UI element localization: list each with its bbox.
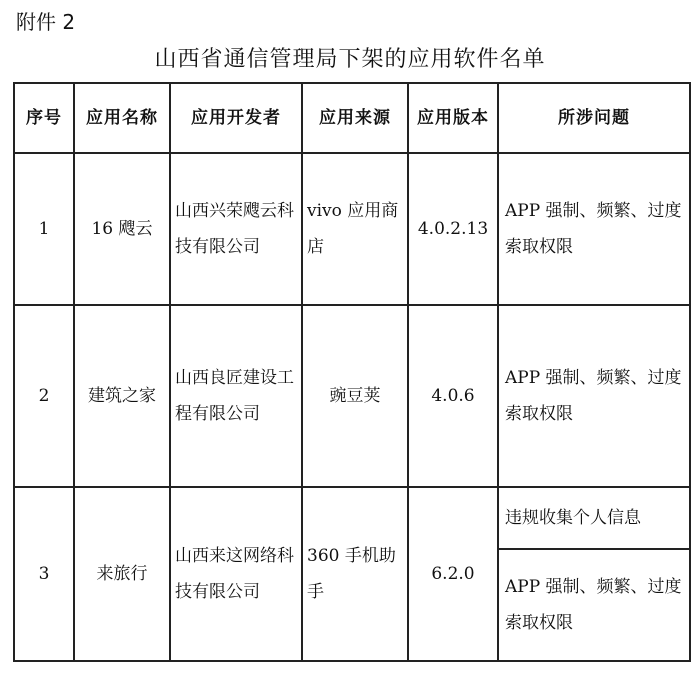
- column-header-developer: 应用开发者: [170, 83, 302, 153]
- cell-issue: 违规收集个人信息: [498, 487, 690, 549]
- cell-source: vivo 应用商店: [302, 153, 408, 305]
- cell-developer: 山西来这网络科技有限公司: [170, 487, 302, 661]
- column-header-issues: 所涉问题: [498, 83, 690, 153]
- column-header-source: 应用来源: [302, 83, 408, 153]
- table-row: [14, 305, 690, 487]
- cell-source: 360 手机助手: [302, 487, 408, 661]
- cell-version: 4.0.6: [408, 305, 498, 487]
- page-title: 山西省通信管理局下架的应用软件名单: [154, 47, 546, 72]
- cell-issue: APP 强制、频繁、过度索取权限: [498, 305, 690, 487]
- cell-version: 6.2.0: [408, 487, 498, 661]
- table-row: [14, 153, 690, 305]
- cell-version: 4.0.2.13: [408, 153, 498, 305]
- attachment-label: 附件 2: [16, 10, 76, 34]
- cell-no: 2: [14, 305, 74, 487]
- cell-issue: APP 强制、频繁、过度索取权限: [498, 153, 690, 305]
- cell-app-name: 建筑之家: [74, 305, 170, 487]
- cell-no: 1: [14, 153, 74, 305]
- table-row: [14, 487, 690, 549]
- table-header-row: [14, 83, 690, 153]
- cell-issue: APP 强制、频繁、过度索取权限: [498, 549, 690, 661]
- cell-source: 豌豆荚: [302, 305, 408, 487]
- cell-app-name: 16 飕云: [74, 153, 170, 305]
- app-list-table: [13, 82, 691, 662]
- column-header-version: 应用版本: [408, 83, 498, 153]
- column-header-name: 应用名称: [74, 83, 170, 153]
- cell-no: 3: [14, 487, 74, 661]
- cell-developer: 山西良匠建设工程有限公司: [170, 305, 302, 487]
- cell-developer: 山西兴荣飕云科技有限公司: [170, 153, 302, 305]
- column-header-no: 序号: [14, 83, 74, 153]
- cell-app-name: 来旅行: [74, 487, 170, 661]
